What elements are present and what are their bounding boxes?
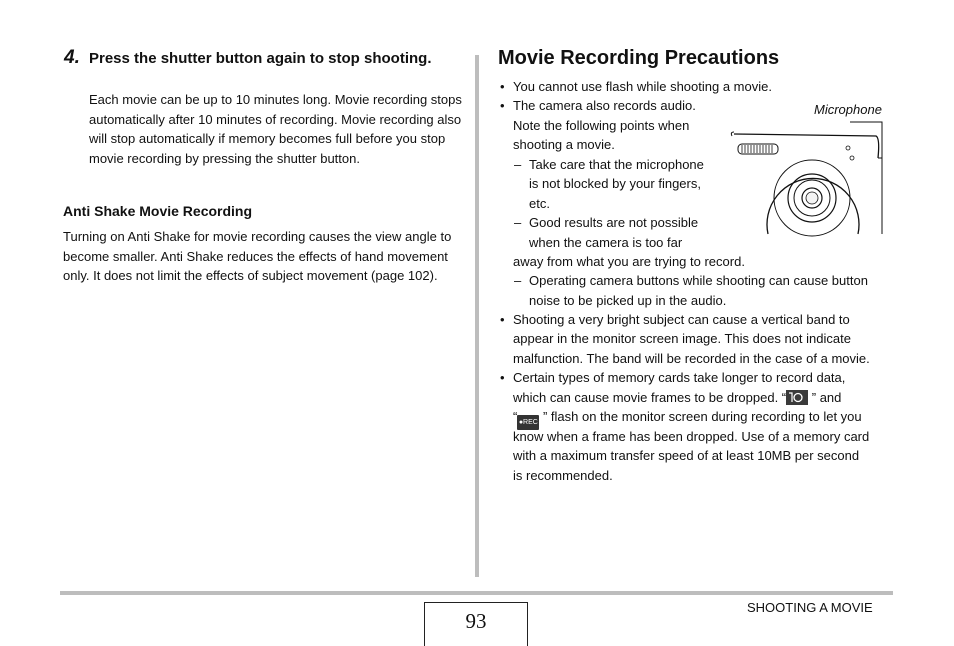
precaution-bright-line: appear in the monitor screen image. This does not indicate — [513, 331, 851, 346]
step-body: Each movie can be up to 10 minutes long. Movie recording stops automatically after 10 minutes of recording. Movie recording also will stop automatically if memory becomes full before you stop movie recording by pressing the shutter button. — [89, 92, 462, 166]
precaution-bright-line: malfunction. The band will be recorded in the case of a movie. — [513, 351, 870, 366]
section-label: SHOOTING A MOVIE — [747, 600, 873, 615]
memory-line-text: “ — [513, 409, 518, 424]
audio-note-line: etc. — [529, 196, 550, 211]
precaution-audio-line: Note the following points when — [513, 118, 690, 133]
audio-note-line: noise to be picked up in the audio. — [529, 293, 727, 308]
precaution-audio-line: shooting a movie. — [513, 137, 615, 152]
section-title: Movie Recording Precautions — [498, 47, 780, 69]
memory-line-text: which can cause movie frames to be dropped. “ — [513, 390, 787, 405]
rec-icon: ●REC — [517, 415, 539, 430]
anti-shake-body: Turning on Anti Shake for movie recording causes the view angle to become smaller. Anti Shake reduces the effects of hand movement only. It does not limit the effects of subject movement (page 102). — [63, 229, 452, 283]
precaution-bright-line: Shooting a very bright subject can cause a vertical band to — [513, 312, 850, 327]
audio-note-line: Good results are not possible — [529, 215, 699, 230]
memory-line-text: ” and — [808, 390, 842, 405]
bullet-marker: • — [500, 98, 505, 113]
step-number: 4. — [64, 47, 80, 68]
precaution-memory-line — [513, 388, 841, 408]
dash-marker: – — [514, 157, 522, 172]
dash-marker: – — [514, 215, 522, 230]
page-number: 93 — [465, 609, 487, 633]
precaution-audio-line: The camera also records audio. — [513, 98, 696, 113]
precaution-memory-line: with a maximum transfer speed of at least 10MB per second — [513, 448, 860, 463]
dash-marker: – — [514, 273, 522, 288]
bullet-marker: • — [500, 312, 505, 327]
bullet-marker: • — [500, 79, 505, 94]
step-title: Press the shutter button again to stop shooting. — [89, 50, 432, 67]
precaution-memory-line: Certain types of memory cards take longer to record data, — [513, 370, 846, 385]
anti-shake-heading: Anti Shake Movie Recording — [63, 203, 253, 219]
audio-note-line: Operating camera buttons while shooting can cause button — [529, 273, 868, 288]
column-divider — [475, 55, 479, 577]
frame-drop-icon — [786, 390, 808, 405]
camera-microphone-illustration — [726, 118, 886, 238]
memory-line-text: ” flash on the monitor screen during recording to let you — [539, 409, 862, 424]
precaution-memory-line: is recommended. — [513, 468, 613, 483]
audio-note-line: away from what you are trying to record. — [513, 254, 745, 269]
precaution-flash: You cannot use flash while shooting a movie. — [513, 79, 772, 94]
footer-rule — [60, 591, 893, 595]
microphone-label: Microphone — [814, 102, 882, 117]
audio-note-line: is not blocked by your fingers, — [529, 176, 701, 191]
audio-note-line: Take care that the microphone — [529, 157, 704, 172]
precaution-memory-line: know when a frame has been dropped. Use of a memory card — [513, 429, 870, 444]
audio-note-line: when the camera is too far — [529, 235, 683, 250]
bullet-marker: • — [500, 370, 505, 385]
